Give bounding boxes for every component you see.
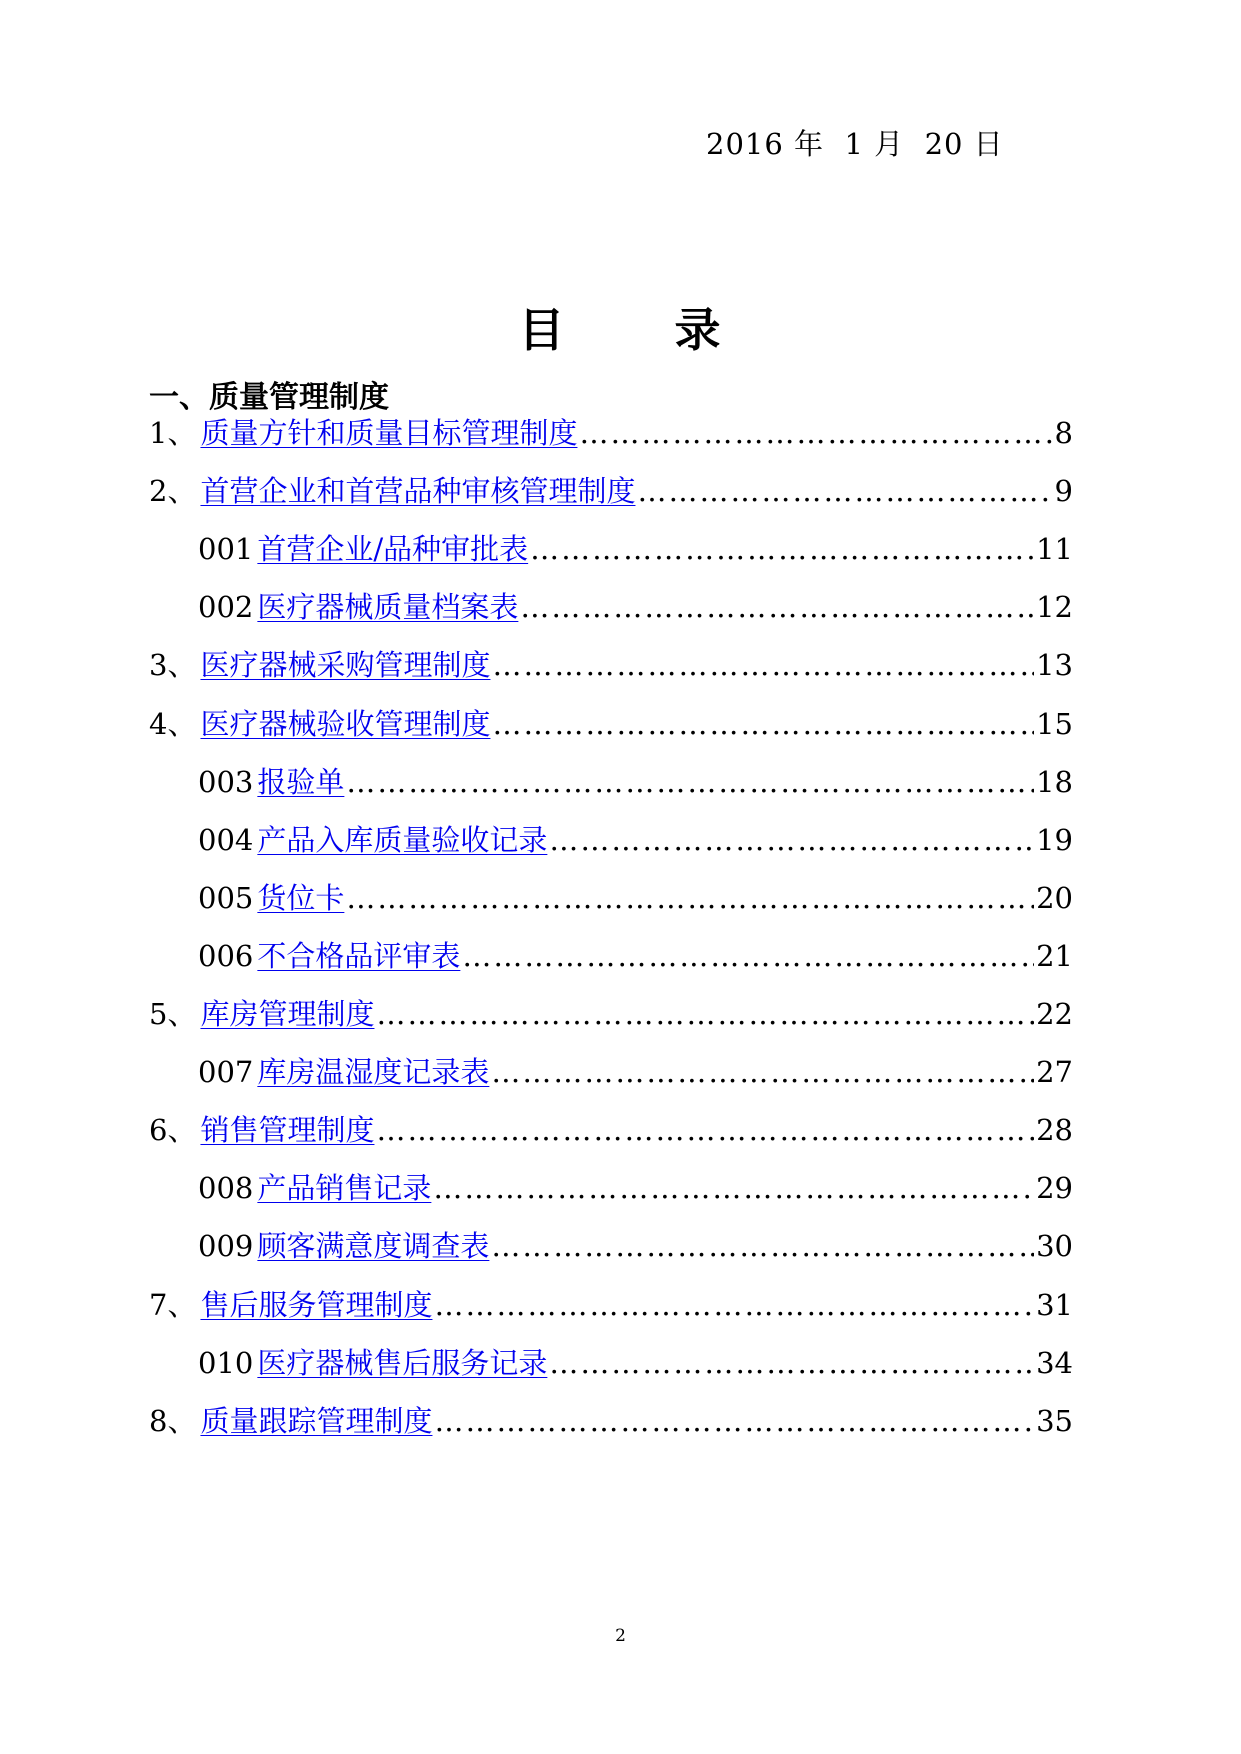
toc-entry-number: 007 <box>198 1055 254 1090</box>
toc-entry-number: 005 <box>198 880 254 915</box>
toc-entry-page: 27 <box>1036 1055 1073 1090</box>
toc-dot-leader <box>637 469 1052 513</box>
toc-entry-link[interactable]: 医疗器械售后服务记录 <box>257 1345 548 1380</box>
toc-entry-number: 3、 <box>149 648 197 683</box>
toc-dot-leader <box>434 1283 1034 1327</box>
toc-dot-leader <box>491 1050 1034 1094</box>
toc-entry-page: 29 <box>1036 1171 1073 1206</box>
toc-entry[interactable] <box>198 760 1073 804</box>
toc-entry-page: 13 <box>1036 648 1073 683</box>
toc-entry-page: 28 <box>1036 1113 1073 1148</box>
toc-entry[interactable] <box>149 992 1073 1036</box>
toc-entry-page: 12 <box>1036 590 1073 625</box>
toc-entry-link[interactable]: 库房管理制度 <box>200 997 375 1031</box>
toc-entry-number: 001 <box>198 532 254 567</box>
toc-entry[interactable] <box>198 527 1073 571</box>
toc-dot-leader <box>520 585 1034 629</box>
toc-entry[interactable] <box>149 702 1073 746</box>
toc-entry-page: 21 <box>1036 938 1073 973</box>
toc-entry-number: 8、 <box>149 1403 197 1438</box>
toc-entry-page: 20 <box>1036 880 1073 915</box>
toc-entry[interactable] <box>149 469 1073 513</box>
toc-entry[interactable] <box>198 1050 1073 1094</box>
toc-entry-number: 004 <box>198 822 254 857</box>
toc-dot-leader <box>376 1108 1034 1152</box>
toc-entry-page: 30 <box>1036 1229 1073 1264</box>
toc-entry-number: 1、 <box>149 416 197 450</box>
toc-entry-link[interactable]: 库房温湿度记录表 <box>257 1055 490 1090</box>
toc-dot-leader <box>434 1399 1034 1443</box>
toc-dot-leader <box>346 760 1034 804</box>
toc-entry-link[interactable]: 售后服务管理制度 <box>200 1287 433 1322</box>
toc-entry-page: 11 <box>1036 532 1073 567</box>
toc-entry-link[interactable]: 首营企业/品种审批表 <box>257 532 529 567</box>
toc-entry-page: 18 <box>1036 764 1073 799</box>
toc-entry[interactable] <box>149 1399 1073 1443</box>
toc-entry-link[interactable]: 首营企业和首营品种审核管理制度 <box>200 474 636 509</box>
toc-entry[interactable] <box>198 585 1073 629</box>
toc-entry-link[interactable]: 不合格品评审表 <box>257 938 461 973</box>
toc-dot-leader <box>433 1166 1034 1210</box>
toc-entry-link[interactable]: 质量方针和质量目标管理制度 <box>200 416 578 450</box>
toc-dot-leader <box>491 1224 1034 1268</box>
toc-entry[interactable] <box>198 1166 1073 1210</box>
toc-entry-link[interactable]: 产品入库质量验收记录 <box>257 822 548 857</box>
toc-entry-number: 6、 <box>149 1113 197 1148</box>
toc-entry-number: 009 <box>198 1229 254 1264</box>
toc-entry[interactable] <box>198 876 1073 920</box>
toc-dot-leader <box>549 1341 1034 1385</box>
toc-entry[interactable] <box>198 1341 1073 1385</box>
toc-entry-number: 006 <box>198 938 254 973</box>
toc-title: 目 录 <box>518 303 723 357</box>
toc-entry-page: 8 <box>1054 416 1073 450</box>
toc-entry-link[interactable]: 医疗器械采购管理制度 <box>200 648 491 683</box>
toc-entry-link[interactable]: 顾客满意度调查表 <box>257 1229 490 1264</box>
toc-entry-link[interactable]: 销售管理制度 <box>200 1113 375 1148</box>
toc-entry-page: 35 <box>1036 1403 1073 1438</box>
toc-dot-leader <box>530 527 1034 571</box>
toc-entry-number: 5、 <box>149 997 197 1031</box>
toc-entry-page: 9 <box>1054 474 1073 509</box>
toc-entry-link[interactable]: 质量跟踪管理制度 <box>200 1403 433 1438</box>
toc-entry-number: 003 <box>198 764 254 799</box>
toc-entry-link[interactable]: 货位卡 <box>257 880 345 915</box>
toc-dot-leader <box>492 643 1034 687</box>
toc-entry-number: 002 <box>198 590 254 625</box>
toc-entry-number: 008 <box>198 1171 254 1206</box>
toc-entry-number: 2、 <box>149 474 197 509</box>
toc-entry-page: 22 <box>1036 997 1073 1031</box>
toc-entry[interactable] <box>149 643 1073 687</box>
toc-entry-page: 15 <box>1036 706 1073 741</box>
toc-entry[interactable] <box>198 934 1073 978</box>
toc-entry-link[interactable]: 医疗器械验收管理制度 <box>200 706 491 741</box>
toc-entry-number: 010 <box>198 1345 254 1380</box>
toc-entry[interactable] <box>149 1283 1073 1327</box>
toc-entry-page: 34 <box>1036 1345 1073 1380</box>
document-date: 2016 年 1 月 20 日 <box>706 127 1004 161</box>
toc-dot-leader <box>549 818 1034 862</box>
toc-dot-leader <box>492 702 1034 746</box>
toc-entry[interactable] <box>149 411 1073 455</box>
toc-dot-leader <box>346 876 1034 920</box>
toc-entry-number: 7、 <box>149 1287 197 1322</box>
toc-entry-page: 31 <box>1036 1287 1073 1322</box>
toc-entry-link[interactable]: 报验单 <box>257 764 345 799</box>
toc-entry[interactable] <box>198 1224 1073 1268</box>
toc-dot-leader <box>376 992 1034 1036</box>
toc-entry-number: 4、 <box>149 706 197 741</box>
toc-entry-link[interactable]: 产品销售记录 <box>257 1171 432 1206</box>
toc-dot-leader <box>579 411 1052 455</box>
toc-entry[interactable] <box>198 818 1073 862</box>
toc-entry-page: 19 <box>1036 822 1073 857</box>
toc-entry-link[interactable]: 医疗器械质量档案表 <box>257 590 519 625</box>
toc-dot-leader <box>462 934 1034 978</box>
toc-entry[interactable] <box>149 1108 1073 1152</box>
section-heading: 一、质量管理制度 <box>149 380 389 415</box>
footer-page-number: 2 <box>615 1626 626 1646</box>
